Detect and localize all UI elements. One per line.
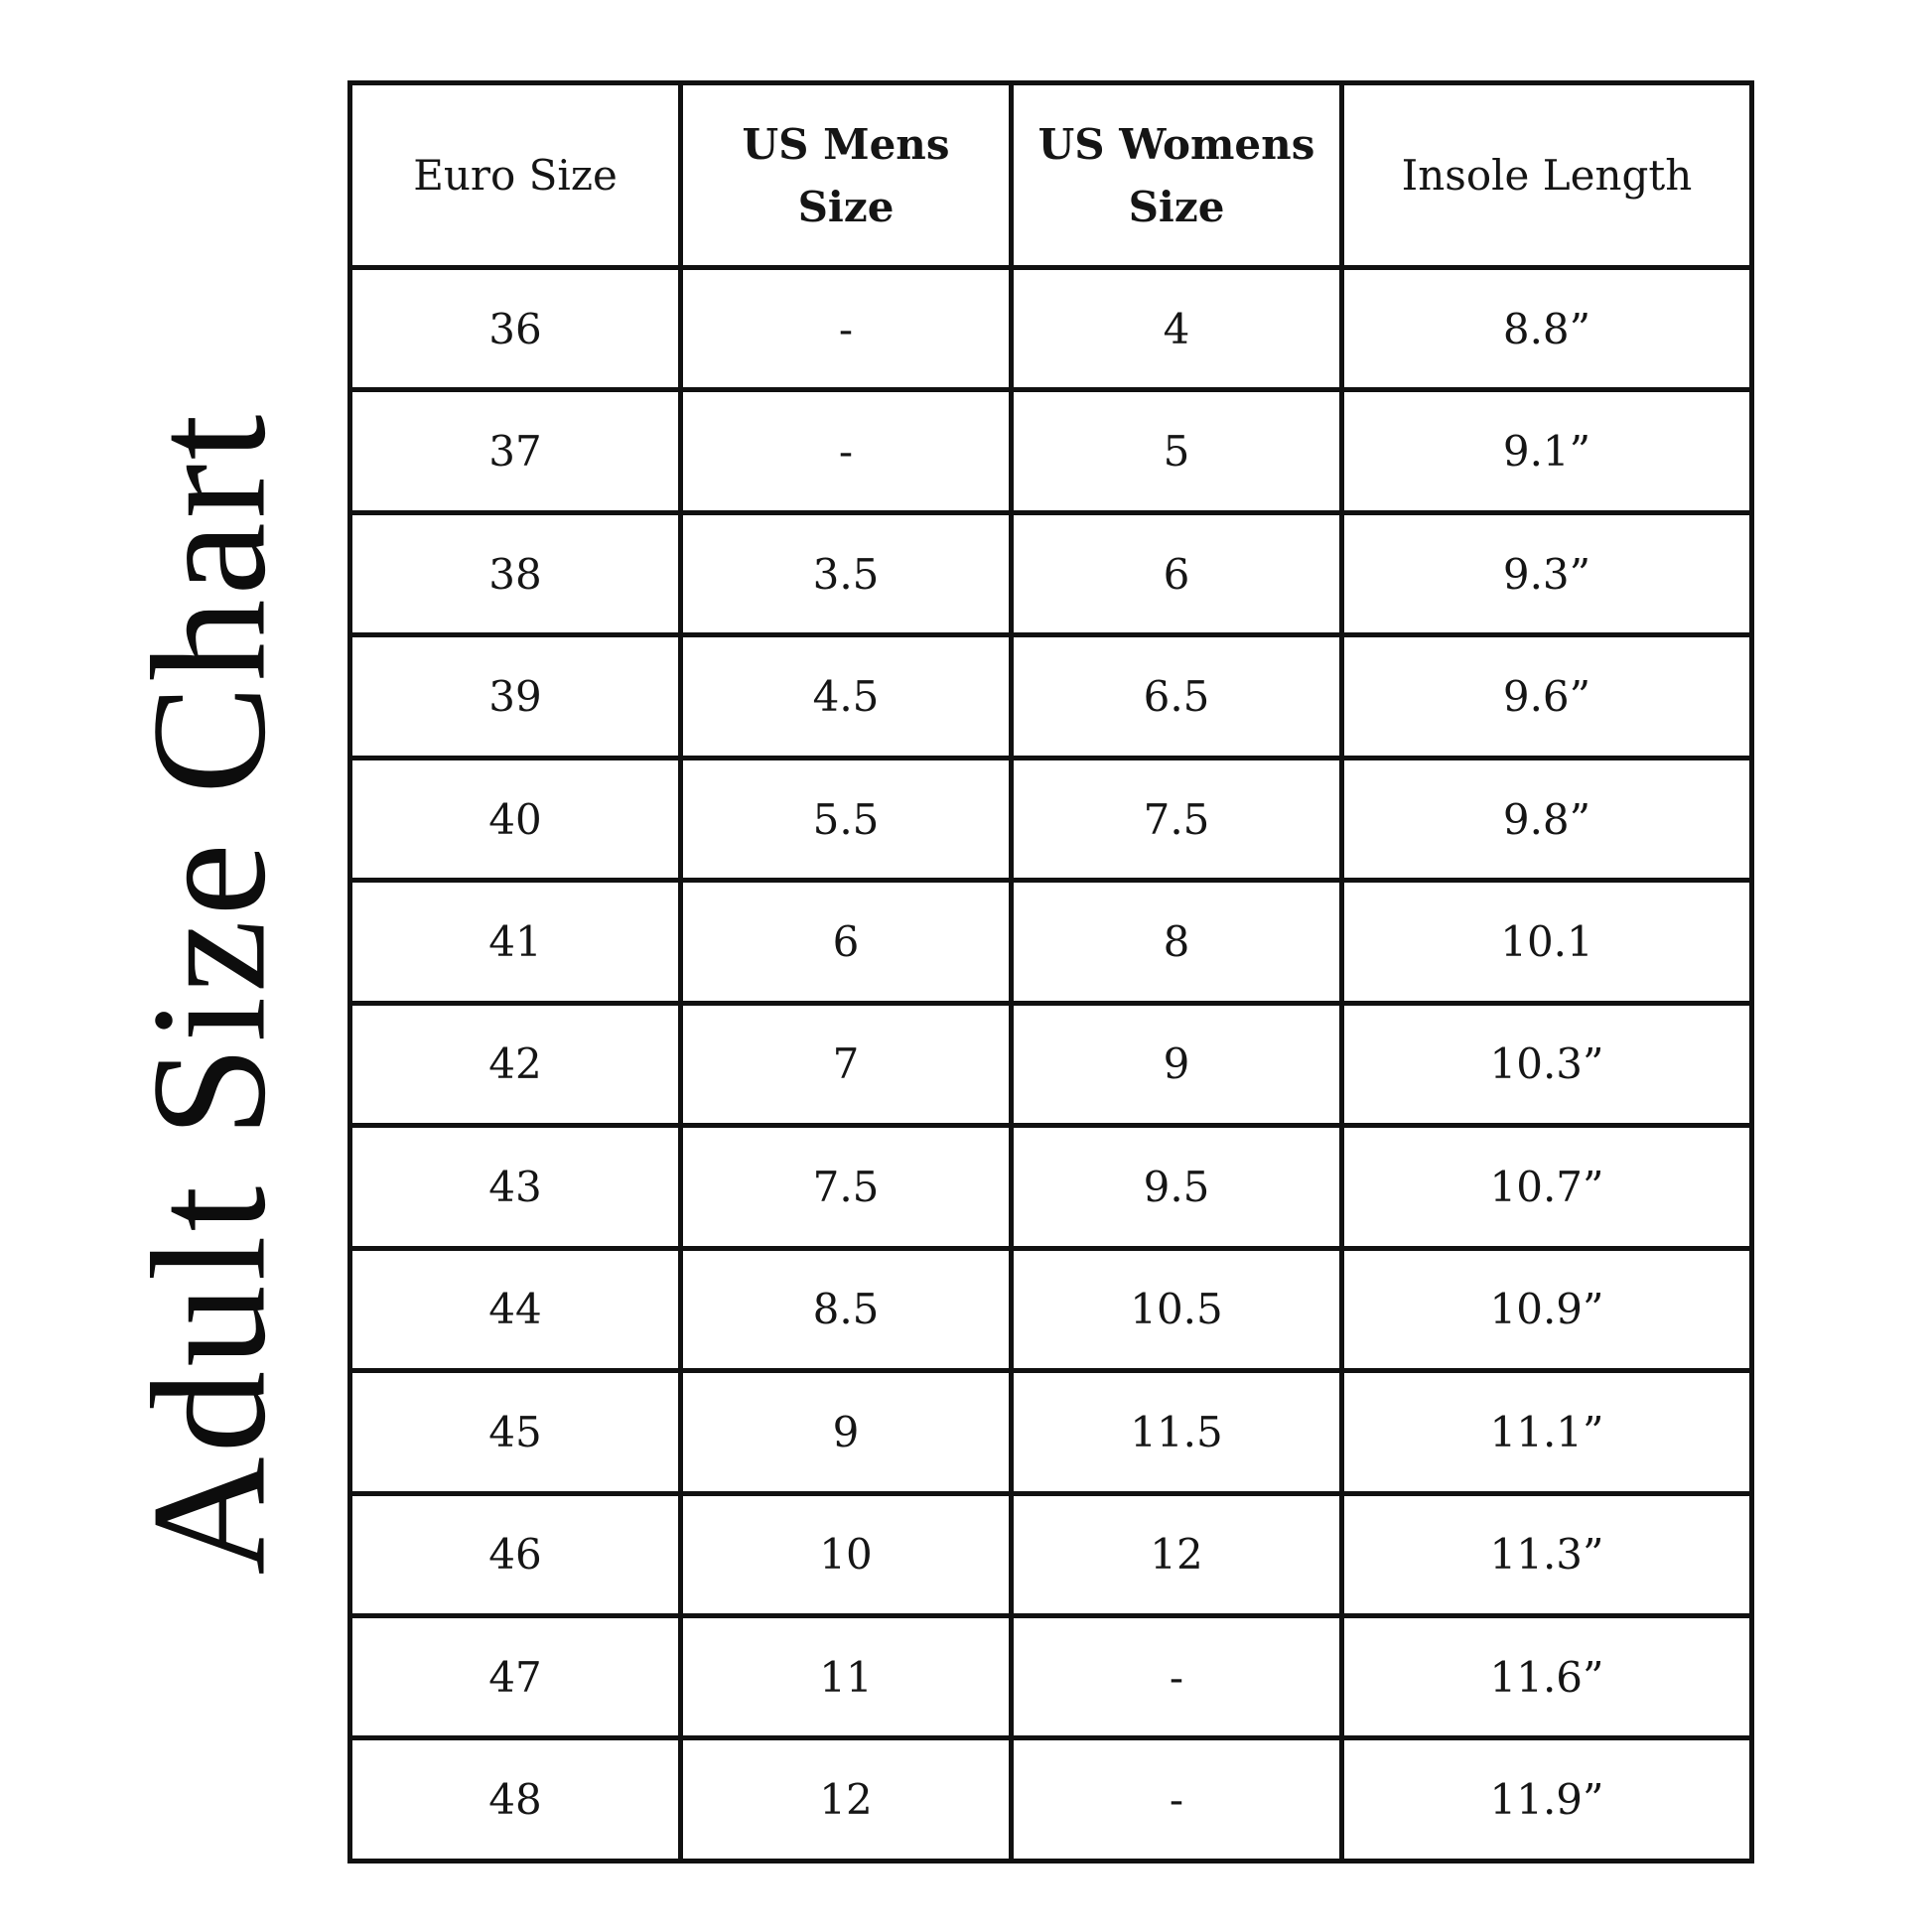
cell-insole-length: 10.7” — [1342, 1126, 1752, 1248]
table-row — [350, 881, 1752, 1003]
cell-insole-length: 10.1 — [1342, 881, 1752, 1003]
cell-insole-length: 11.3” — [1342, 1493, 1752, 1615]
header-us-womens-line2: Size — [1128, 182, 1225, 231]
cell-euro-size: 40 — [350, 758, 681, 880]
header-us-mens-line2: Size — [797, 182, 895, 231]
cell-euro-size: 44 — [350, 1248, 681, 1370]
header-us-mens-line1: US Mens — [742, 119, 950, 169]
cell-us-womens-size: 4 — [1012, 268, 1342, 390]
header-insole-length — [1342, 83, 1752, 268]
table-row — [350, 1738, 1752, 1862]
cell-us-mens-size: 5.5 — [681, 758, 1012, 880]
cell-insole-length: 11.6” — [1342, 1615, 1752, 1737]
cell-us-mens-size: 7.5 — [681, 1126, 1012, 1248]
cell-euro-size: 42 — [350, 1003, 681, 1125]
cell-insole-length: 9.8” — [1342, 758, 1752, 880]
cell-insole-length: 9.3” — [1342, 512, 1752, 634]
cell-insole-length: 9.6” — [1342, 635, 1752, 758]
cell-us-mens-size: 9 — [681, 1371, 1012, 1493]
cell-us-mens-size: 8.5 — [681, 1248, 1012, 1370]
cell-us-womens-size: 8 — [1012, 881, 1342, 1003]
header-insole-length-label: Insole Length — [1401, 151, 1693, 200]
table-row — [350, 1126, 1752, 1248]
cell-us-womens-size: - — [1012, 1738, 1342, 1862]
cell-us-mens-size: 4.5 — [681, 635, 1012, 758]
table-row — [350, 512, 1752, 634]
cell-euro-size: 46 — [350, 1493, 681, 1615]
cell-us-womens-size: 6.5 — [1012, 635, 1342, 758]
cell-us-mens-size: 7 — [681, 1003, 1012, 1125]
cell-euro-size: 36 — [350, 268, 681, 390]
header-euro-size-label: Euro Size — [413, 151, 618, 200]
cell-insole-length: 11.1” — [1342, 1371, 1752, 1493]
table-row — [350, 390, 1752, 512]
cell-us-mens-size: 6 — [681, 881, 1012, 1003]
cell-euro-size: 45 — [350, 1371, 681, 1493]
cell-us-mens-size: 3.5 — [681, 512, 1012, 634]
cell-euro-size: 47 — [350, 1615, 681, 1737]
cell-us-mens-size: 10 — [681, 1493, 1012, 1615]
table-row — [350, 1248, 1752, 1370]
header-us-mens-size — [681, 83, 1012, 268]
cell-us-womens-size: 5 — [1012, 390, 1342, 512]
cell-us-womens-size: 11.5 — [1012, 1371, 1342, 1493]
table-row — [350, 1371, 1752, 1493]
cell-euro-size: 38 — [350, 512, 681, 634]
cell-euro-size: 39 — [350, 635, 681, 758]
cell-euro-size: 43 — [350, 1126, 681, 1248]
header-us-womens-line1: US Womens — [1037, 119, 1315, 169]
cell-us-mens-size: 12 — [681, 1738, 1012, 1862]
cell-insole-length: 10.9” — [1342, 1248, 1752, 1370]
cell-insole-length: 10.3” — [1342, 1003, 1752, 1125]
table-row — [350, 268, 1752, 390]
cell-euro-size: 48 — [350, 1738, 681, 1862]
cell-insole-length: 11.9” — [1342, 1738, 1752, 1862]
cell-us-womens-size: 7.5 — [1012, 758, 1342, 880]
header-row — [350, 83, 1752, 268]
cell-us-womens-size: 9 — [1012, 1003, 1342, 1125]
cell-insole-length: 9.1” — [1342, 390, 1752, 512]
cell-us-mens-size: - — [681, 390, 1012, 512]
cell-us-womens-size: 9.5 — [1012, 1126, 1342, 1248]
table-row — [350, 1493, 1752, 1615]
table-row — [350, 1003, 1752, 1125]
cell-euro-size: 37 — [350, 390, 681, 512]
size-table — [347, 80, 1754, 1863]
cell-insole-length: 8.8” — [1342, 268, 1752, 390]
table-row — [350, 635, 1752, 758]
cell-us-womens-size: 12 — [1012, 1493, 1342, 1615]
table-row — [350, 758, 1752, 880]
cell-us-womens-size: 10.5 — [1012, 1248, 1342, 1370]
cell-us-womens-size: - — [1012, 1615, 1342, 1737]
cell-us-mens-size: - — [681, 268, 1012, 390]
cell-us-mens-size: 11 — [681, 1615, 1012, 1737]
cell-euro-size: 41 — [350, 881, 681, 1003]
chart-title: Adult Size Chart — [117, 410, 300, 1576]
cell-us-womens-size: 6 — [1012, 512, 1342, 634]
table-row — [350, 1615, 1752, 1737]
header-euro-size — [350, 83, 681, 268]
header-us-womens-size — [1012, 83, 1342, 268]
